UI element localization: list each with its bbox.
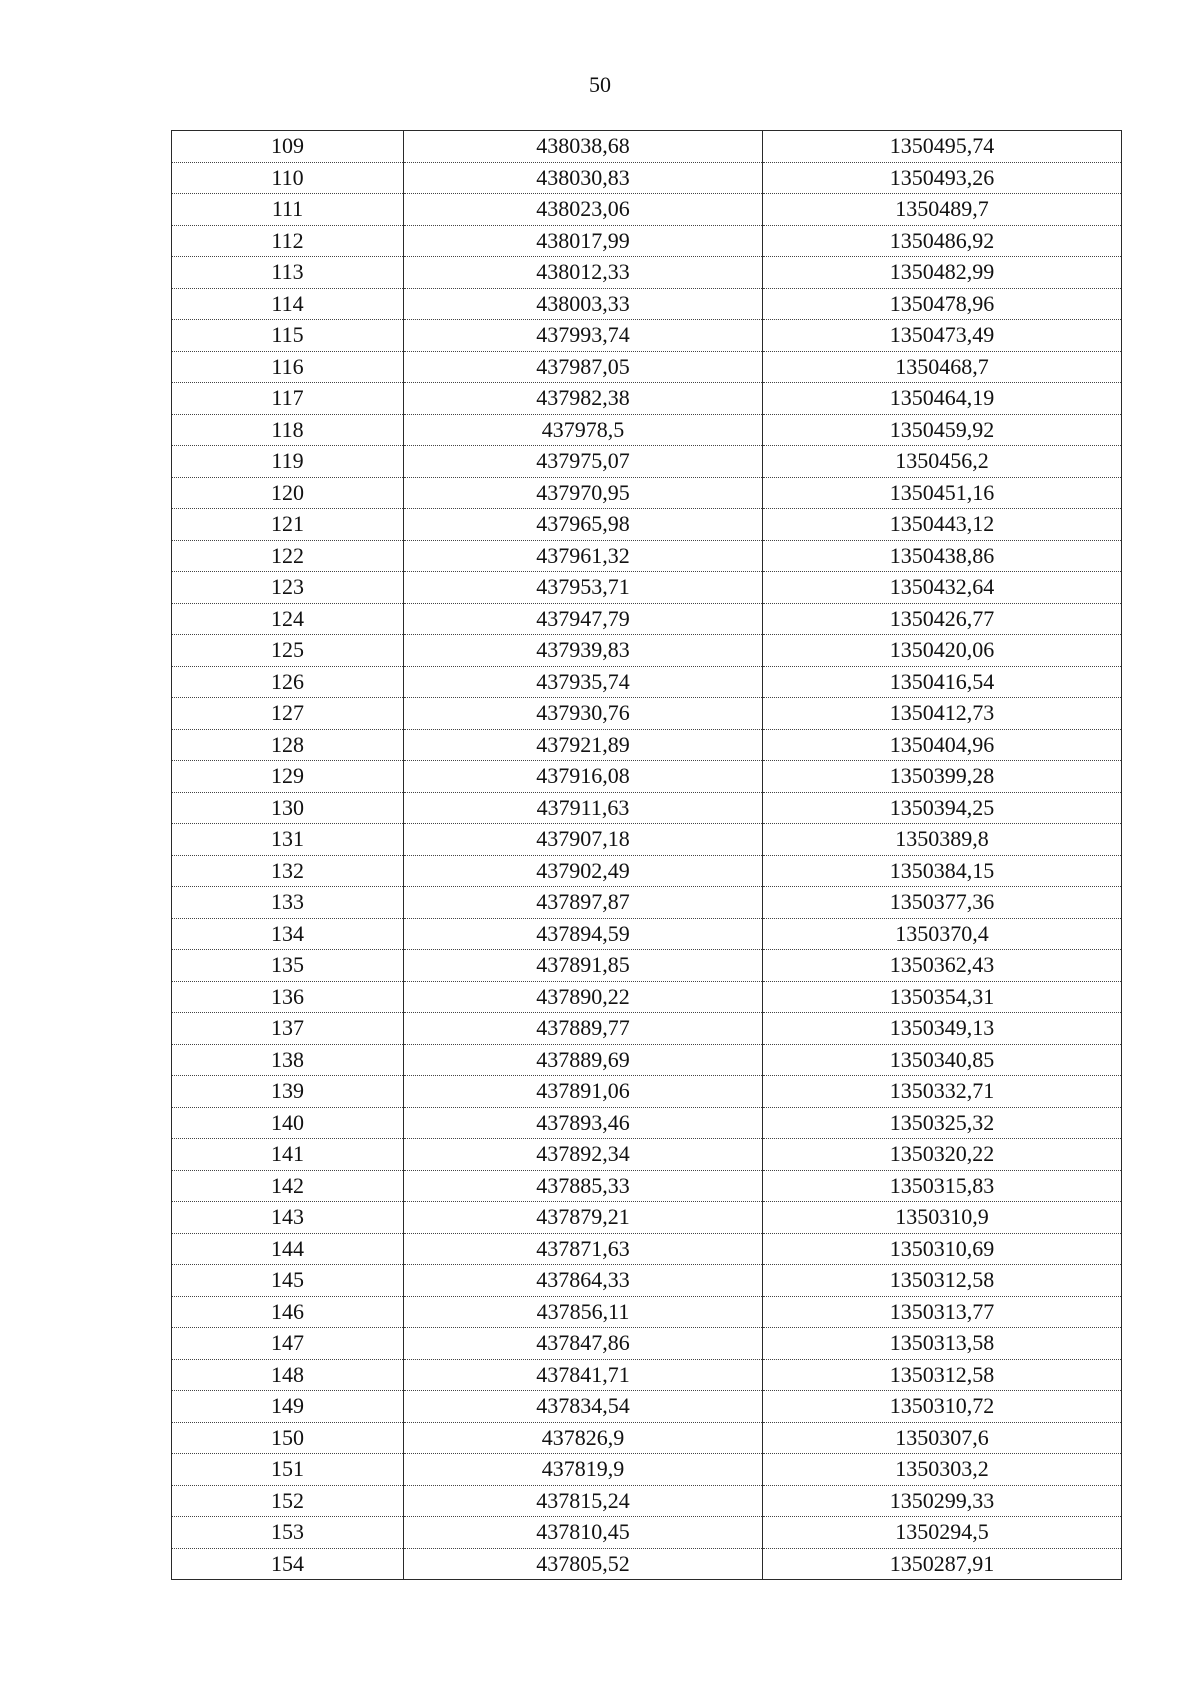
point-number-cell: 149 <box>172 1391 404 1423</box>
point-number-cell: 129 <box>172 761 404 793</box>
point-number-cell: 147 <box>172 1328 404 1360</box>
point-number-cell: 122 <box>172 540 404 572</box>
point-number-cell: 121 <box>172 509 404 541</box>
table-row <box>172 1422 1122 1454</box>
x-coordinate-cell: 437871,63 <box>404 1233 763 1265</box>
y-coordinate-cell: 1350399,28 <box>763 761 1122 793</box>
point-number-cell: 118 <box>172 414 404 446</box>
point-number-cell: 154 <box>172 1548 404 1580</box>
table-row <box>172 1265 1122 1297</box>
y-coordinate-cell: 1350432,64 <box>763 572 1122 604</box>
point-number-cell: 133 <box>172 887 404 919</box>
page-number: 50 <box>589 72 611 97</box>
y-coordinate-cell: 1350451,16 <box>763 477 1122 509</box>
y-coordinate-cell: 1350478,96 <box>763 288 1122 320</box>
x-coordinate-cell: 437961,32 <box>404 540 763 572</box>
y-coordinate-cell: 1350362,43 <box>763 950 1122 982</box>
table-row <box>172 162 1122 194</box>
point-number-cell: 113 <box>172 257 404 289</box>
x-coordinate-cell: 437987,05 <box>404 351 763 383</box>
x-coordinate-cell: 437902,49 <box>404 855 763 887</box>
x-coordinate-cell: 438038,68 <box>404 131 763 163</box>
point-number-cell: 136 <box>172 981 404 1013</box>
y-coordinate-cell: 1350313,58 <box>763 1328 1122 1360</box>
y-coordinate-cell: 1350459,92 <box>763 414 1122 446</box>
table-row <box>172 666 1122 698</box>
y-coordinate-cell: 1350312,58 <box>763 1359 1122 1391</box>
y-coordinate-cell: 1350482,99 <box>763 257 1122 289</box>
table-row <box>172 1359 1122 1391</box>
x-coordinate-cell: 437975,07 <box>404 446 763 478</box>
point-number-cell: 153 <box>172 1517 404 1549</box>
x-coordinate-cell: 438012,33 <box>404 257 763 289</box>
x-coordinate-cell: 437893,46 <box>404 1107 763 1139</box>
y-coordinate-cell: 1350404,96 <box>763 729 1122 761</box>
table-row <box>172 194 1122 226</box>
table-row <box>172 761 1122 793</box>
point-number-cell: 114 <box>172 288 404 320</box>
y-coordinate-cell: 1350486,92 <box>763 225 1122 257</box>
table-row <box>172 1454 1122 1486</box>
table-row <box>172 1485 1122 1517</box>
table-row <box>172 1170 1122 1202</box>
point-number-cell: 138 <box>172 1044 404 1076</box>
table-row <box>172 1296 1122 1328</box>
y-coordinate-cell: 1350332,71 <box>763 1076 1122 1108</box>
y-coordinate-cell: 1350438,86 <box>763 540 1122 572</box>
x-coordinate-cell: 437916,08 <box>404 761 763 793</box>
table-row <box>172 477 1122 509</box>
y-coordinate-cell: 1350456,2 <box>763 446 1122 478</box>
y-coordinate-cell: 1350468,7 <box>763 351 1122 383</box>
table-row <box>172 131 1122 163</box>
x-coordinate-cell: 437970,95 <box>404 477 763 509</box>
point-number-cell: 140 <box>172 1107 404 1139</box>
table-row <box>172 918 1122 950</box>
table-row <box>172 792 1122 824</box>
y-coordinate-cell: 1350310,9 <box>763 1202 1122 1234</box>
x-coordinate-cell: 437897,87 <box>404 887 763 919</box>
point-number-cell: 131 <box>172 824 404 856</box>
table-row <box>172 635 1122 667</box>
point-number-cell: 123 <box>172 572 404 604</box>
table-row <box>172 1013 1122 1045</box>
x-coordinate-cell: 437819,9 <box>404 1454 763 1486</box>
point-number-cell: 128 <box>172 729 404 761</box>
table-row <box>172 446 1122 478</box>
table-row <box>172 1044 1122 1076</box>
x-coordinate-cell: 438017,99 <box>404 225 763 257</box>
x-coordinate-cell: 437982,38 <box>404 383 763 415</box>
point-number-cell: 119 <box>172 446 404 478</box>
x-coordinate-cell: 437805,52 <box>404 1548 763 1580</box>
y-coordinate-cell: 1350312,58 <box>763 1265 1122 1297</box>
point-number-cell: 134 <box>172 918 404 950</box>
x-coordinate-cell: 437993,74 <box>404 320 763 352</box>
point-number-cell: 117 <box>172 383 404 415</box>
y-coordinate-cell: 1350443,12 <box>763 509 1122 541</box>
table-row <box>172 1391 1122 1423</box>
table-row <box>172 414 1122 446</box>
table-row <box>172 572 1122 604</box>
y-coordinate-cell: 1350377,36 <box>763 887 1122 919</box>
y-coordinate-cell: 1350389,8 <box>763 824 1122 856</box>
table-row <box>172 981 1122 1013</box>
table-row <box>172 320 1122 352</box>
x-coordinate-cell: 438003,33 <box>404 288 763 320</box>
point-number-cell: 110 <box>172 162 404 194</box>
y-coordinate-cell: 1350294,5 <box>763 1517 1122 1549</box>
table-row <box>172 288 1122 320</box>
x-coordinate-cell: 437894,59 <box>404 918 763 950</box>
table-row <box>172 540 1122 572</box>
point-number-cell: 115 <box>172 320 404 352</box>
point-number-cell: 143 <box>172 1202 404 1234</box>
x-coordinate-cell: 437889,77 <box>404 1013 763 1045</box>
point-number-cell: 151 <box>172 1454 404 1486</box>
x-coordinate-cell: 437810,45 <box>404 1517 763 1549</box>
x-coordinate-cell: 437890,22 <box>404 981 763 1013</box>
point-number-cell: 132 <box>172 855 404 887</box>
x-coordinate-cell: 437841,71 <box>404 1359 763 1391</box>
point-number-cell: 112 <box>172 225 404 257</box>
y-coordinate-cell: 1350489,7 <box>763 194 1122 226</box>
x-coordinate-cell: 437834,54 <box>404 1391 763 1423</box>
x-coordinate-cell: 437864,33 <box>404 1265 763 1297</box>
point-number-cell: 142 <box>172 1170 404 1202</box>
point-number-cell: 146 <box>172 1296 404 1328</box>
coordinates-table-body <box>172 131 1122 1580</box>
table-row <box>172 698 1122 730</box>
table-row <box>172 1139 1122 1171</box>
table-row <box>172 1076 1122 1108</box>
y-coordinate-cell: 1350370,4 <box>763 918 1122 950</box>
x-coordinate-cell: 437879,21 <box>404 1202 763 1234</box>
table-row <box>172 1517 1122 1549</box>
point-number-cell: 125 <box>172 635 404 667</box>
table-row <box>172 603 1122 635</box>
x-coordinate-cell: 437907,18 <box>404 824 763 856</box>
y-coordinate-cell: 1350354,31 <box>763 981 1122 1013</box>
x-coordinate-cell: 437965,98 <box>404 509 763 541</box>
y-coordinate-cell: 1350303,2 <box>763 1454 1122 1486</box>
y-coordinate-cell: 1350416,54 <box>763 666 1122 698</box>
point-number-cell: 137 <box>172 1013 404 1045</box>
point-number-cell: 135 <box>172 950 404 982</box>
table-row <box>172 257 1122 289</box>
point-number-cell: 130 <box>172 792 404 824</box>
table-row <box>172 351 1122 383</box>
x-coordinate-cell: 437978,5 <box>404 414 763 446</box>
y-coordinate-cell: 1350307,6 <box>763 1422 1122 1454</box>
table-row <box>172 1328 1122 1360</box>
y-coordinate-cell: 1350315,83 <box>763 1170 1122 1202</box>
point-number-cell: 120 <box>172 477 404 509</box>
y-coordinate-cell: 1350349,13 <box>763 1013 1122 1045</box>
y-coordinate-cell: 1350320,22 <box>763 1139 1122 1171</box>
x-coordinate-cell: 437892,34 <box>404 1139 763 1171</box>
point-number-cell: 109 <box>172 131 404 163</box>
table-row <box>172 887 1122 919</box>
y-coordinate-cell: 1350394,25 <box>763 792 1122 824</box>
y-coordinate-cell: 1350310,69 <box>763 1233 1122 1265</box>
x-coordinate-cell: 437885,33 <box>404 1170 763 1202</box>
table-row <box>172 1107 1122 1139</box>
y-coordinate-cell: 1350313,77 <box>763 1296 1122 1328</box>
x-coordinate-cell: 437935,74 <box>404 666 763 698</box>
y-coordinate-cell: 1350495,74 <box>763 131 1122 163</box>
y-coordinate-cell: 1350473,49 <box>763 320 1122 352</box>
table-row <box>172 1548 1122 1580</box>
point-number-cell: 152 <box>172 1485 404 1517</box>
table-row <box>172 1202 1122 1234</box>
point-number-cell: 116 <box>172 351 404 383</box>
point-number-cell: 126 <box>172 666 404 698</box>
y-coordinate-cell: 1350426,77 <box>763 603 1122 635</box>
point-number-cell: 145 <box>172 1265 404 1297</box>
y-coordinate-cell: 1350310,72 <box>763 1391 1122 1423</box>
x-coordinate-cell: 437891,85 <box>404 950 763 982</box>
x-coordinate-cell: 437815,24 <box>404 1485 763 1517</box>
point-number-cell: 127 <box>172 698 404 730</box>
x-coordinate-cell: 437856,11 <box>404 1296 763 1328</box>
x-coordinate-cell: 438030,83 <box>404 162 763 194</box>
point-number-cell: 124 <box>172 603 404 635</box>
y-coordinate-cell: 1350340,85 <box>763 1044 1122 1076</box>
point-number-cell: 139 <box>172 1076 404 1108</box>
x-coordinate-cell: 437921,89 <box>404 729 763 761</box>
x-coordinate-cell: 437847,86 <box>404 1328 763 1360</box>
y-coordinate-cell: 1350464,19 <box>763 383 1122 415</box>
coordinates-table <box>171 130 1122 1580</box>
y-coordinate-cell: 1350287,91 <box>763 1548 1122 1580</box>
point-number-cell: 111 <box>172 194 404 226</box>
x-coordinate-cell: 437947,79 <box>404 603 763 635</box>
point-number-cell: 150 <box>172 1422 404 1454</box>
x-coordinate-cell: 437953,71 <box>404 572 763 604</box>
x-coordinate-cell: 437891,06 <box>404 1076 763 1108</box>
y-coordinate-cell: 1350325,32 <box>763 1107 1122 1139</box>
table-row <box>172 729 1122 761</box>
x-coordinate-cell: 437939,83 <box>404 635 763 667</box>
y-coordinate-cell: 1350384,15 <box>763 855 1122 887</box>
x-coordinate-cell: 438023,06 <box>404 194 763 226</box>
point-number-cell: 144 <box>172 1233 404 1265</box>
table-row <box>172 383 1122 415</box>
y-coordinate-cell: 1350493,26 <box>763 162 1122 194</box>
point-number-cell: 141 <box>172 1139 404 1171</box>
table-row <box>172 225 1122 257</box>
x-coordinate-cell: 437930,76 <box>404 698 763 730</box>
table-row <box>172 824 1122 856</box>
y-coordinate-cell: 1350420,06 <box>763 635 1122 667</box>
x-coordinate-cell: 437911,63 <box>404 792 763 824</box>
table-row <box>172 950 1122 982</box>
y-coordinate-cell: 1350412,73 <box>763 698 1122 730</box>
table-row <box>172 509 1122 541</box>
y-coordinate-cell: 1350299,33 <box>763 1485 1122 1517</box>
x-coordinate-cell: 437889,69 <box>404 1044 763 1076</box>
point-number-cell: 148 <box>172 1359 404 1391</box>
x-coordinate-cell: 437826,9 <box>404 1422 763 1454</box>
table-row <box>172 855 1122 887</box>
table-row <box>172 1233 1122 1265</box>
